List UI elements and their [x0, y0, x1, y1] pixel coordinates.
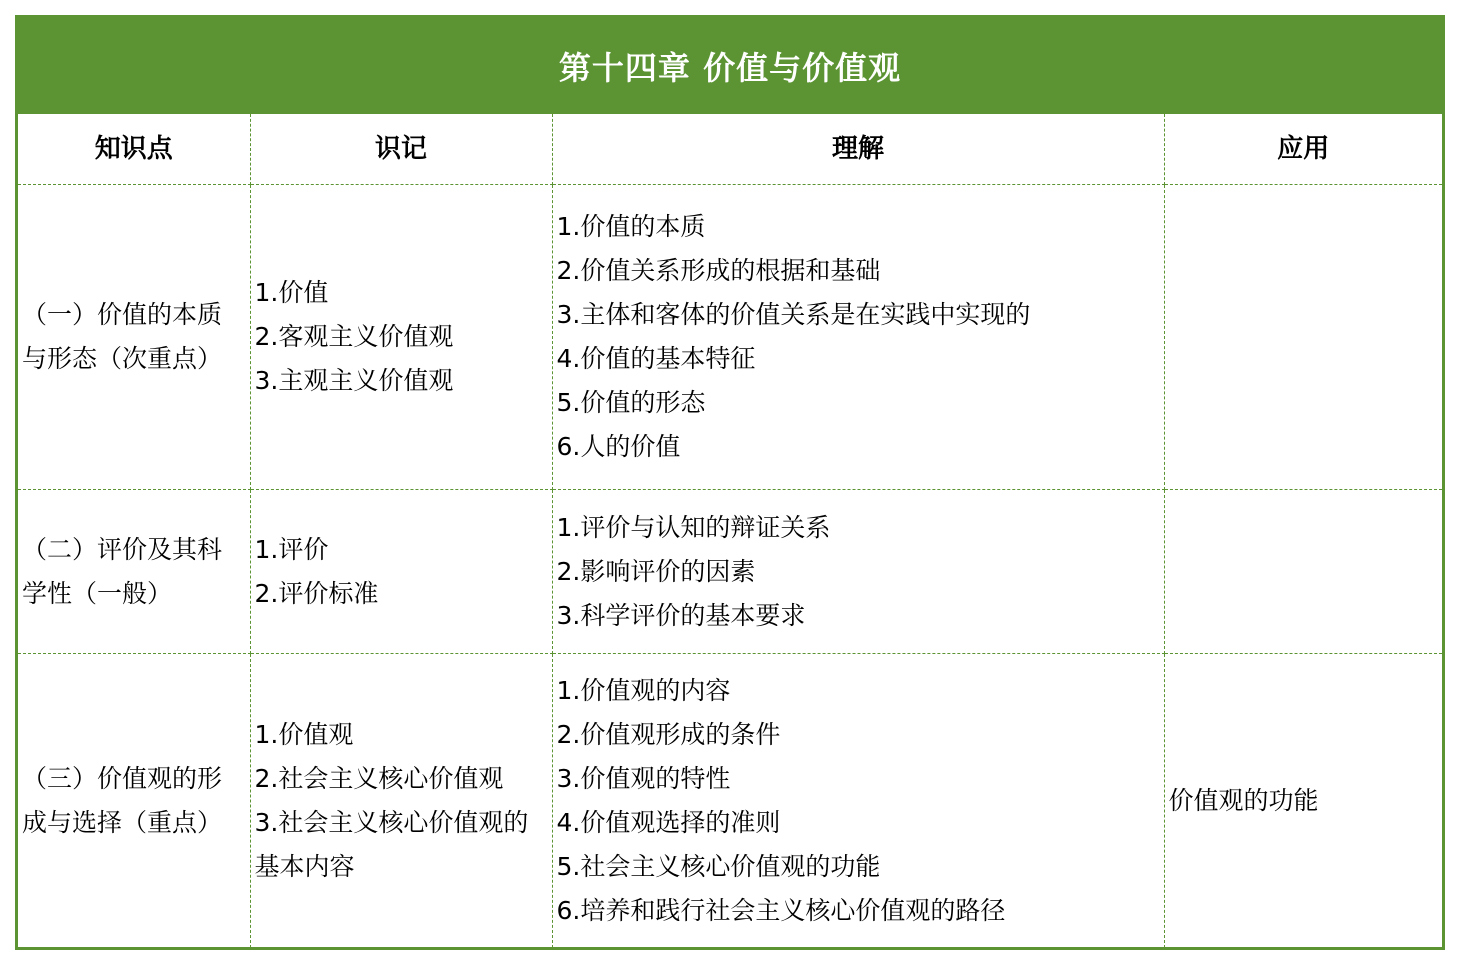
table-row: [18, 185, 1442, 490]
table-row: [18, 490, 1442, 654]
memorize-item: 3.主观主义价值观: [254, 366, 454, 395]
understand-cell: [552, 654, 1164, 948]
memorize-item: 3.社会主义核心价值观的基本内容: [254, 807, 529, 881]
page-title: 第十四章 价值与价值观: [558, 49, 902, 87]
understand-cell: [552, 185, 1164, 490]
topic-cell: [18, 490, 250, 654]
understand-item: 4.价值观选择的准则: [556, 807, 781, 837]
understand-item: 6.培养和践行社会主义核心价值观的路径: [556, 895, 1006, 925]
memorize-cell: [250, 490, 552, 654]
memorize-item: 2.社会主义核心价值观: [254, 763, 504, 793]
understand-item: 3.价值观的特性: [556, 763, 731, 793]
apply-item: 价值观的功能: [1168, 785, 1319, 815]
header-memorize: 识记: [250, 114, 552, 185]
understand-item: 1.评价与认知的辩证关系: [556, 512, 831, 542]
memorize-item: 1.价值: [254, 278, 329, 307]
apply-cell: [1164, 185, 1442, 490]
header-understand: 理解: [552, 114, 1164, 185]
topic-text: （一）价值的本质与形态（次重点）: [22, 300, 223, 373]
header-apply: 应用: [1164, 114, 1442, 185]
header-topic: 知识点: [18, 114, 250, 185]
understand-item: 1.价值观的内容: [556, 675, 731, 705]
topic-cell: [18, 654, 250, 948]
table-row: [18, 654, 1442, 948]
understand-item: 4.价值的基本特征: [556, 344, 756, 373]
memorize-item: 2.客观主义价值观: [254, 322, 454, 351]
memorize-cell: [250, 654, 552, 948]
understand-cell: [552, 490, 1164, 654]
understand-item: 2.影响评价的因素: [556, 556, 756, 586]
apply-cell: [1164, 490, 1442, 654]
memorize-item: 1.价值观: [254, 719, 354, 749]
understand-item: 3.主体和客体的价值关系是在实践中实现的: [556, 300, 1031, 329]
understand-item: 6.人的价值: [556, 432, 681, 461]
knowledge-table: [18, 114, 1442, 948]
topic-text: （二）评价及其科学性（一般）: [22, 534, 223, 608]
title-bar: [18, 18, 1442, 114]
memorize-cell: [250, 185, 552, 490]
table-frame: [15, 15, 1445, 950]
understand-item: 1.价值的本质: [556, 212, 706, 241]
apply-cell: [1164, 654, 1442, 948]
topic-cell: [18, 185, 250, 490]
understand-item: 3.科学评价的基本要求: [556, 600, 806, 630]
header-row: [18, 114, 1442, 185]
understand-item: 2.价值关系形成的根据和基础: [556, 256, 881, 285]
understand-item: 5.价值的形态: [556, 388, 706, 417]
memorize-item: 1.评价: [254, 534, 329, 564]
understand-item: 5.社会主义核心价值观的功能: [556, 851, 881, 881]
topic-text: （三）价值观的形成与选择（重点）: [22, 763, 223, 837]
understand-item: 2.价值观形成的条件: [556, 719, 781, 749]
memorize-item: 2.评价标准: [254, 578, 379, 608]
